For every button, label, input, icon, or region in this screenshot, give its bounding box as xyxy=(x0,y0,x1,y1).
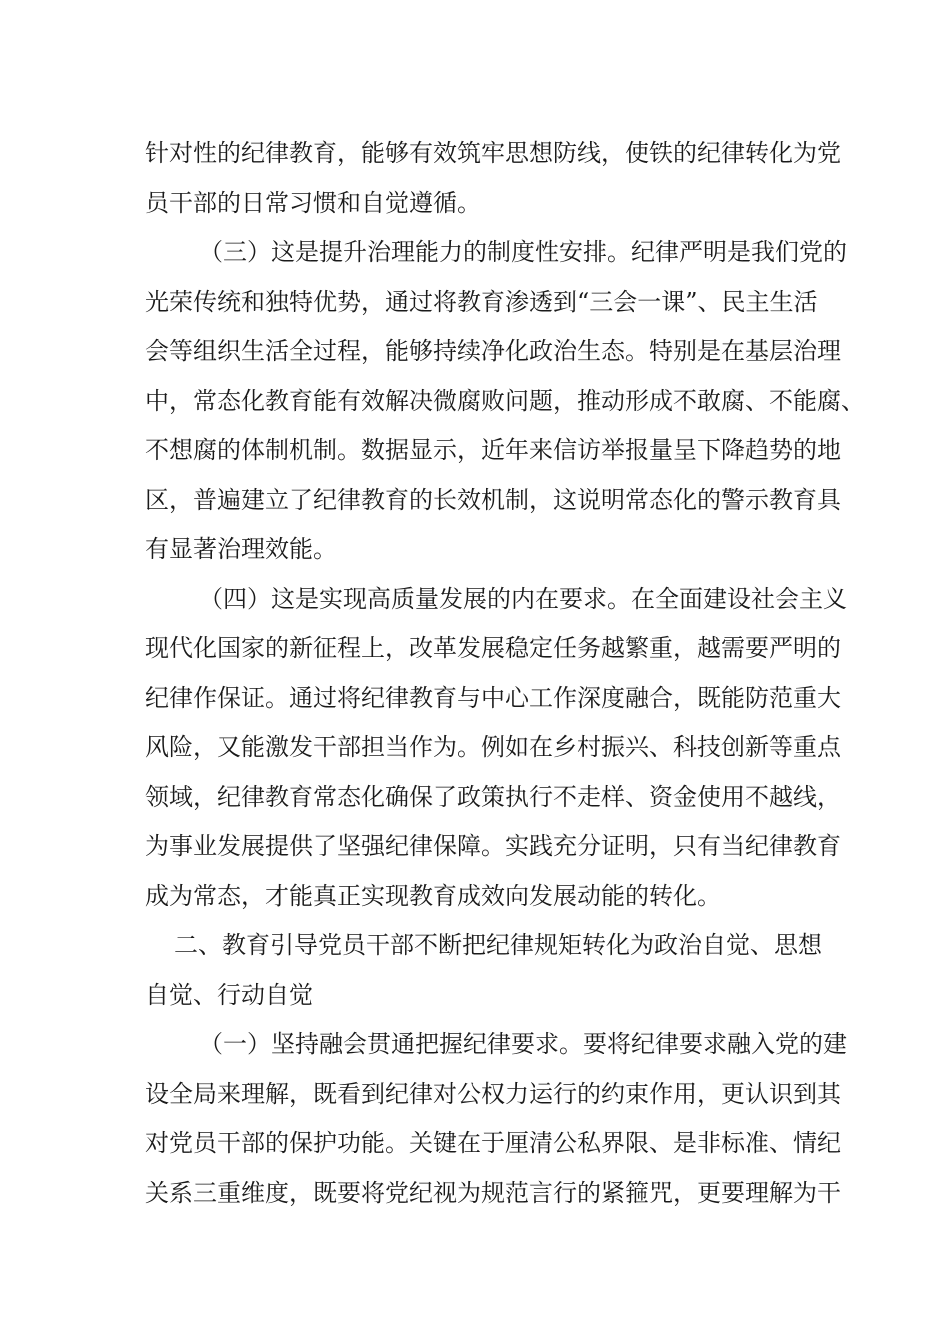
paragraph-line-7: 不想腐的体制机制。数据显示，近年来信访举报量呈下降趋势的地 xyxy=(145,436,841,464)
paragraph-line-1: 针对性的纪律教育，能够有效筑牢思想防线，使铁的纪律转化为党 xyxy=(145,139,841,167)
chapter-2-heading-line-cont: 自觉、行动自觉 xyxy=(145,981,313,1009)
paragraph-line-16: 成为常态，才能真正实现教育成效向发展动能的转化。 xyxy=(145,882,721,910)
subsection-1-heading-line: （一）坚持融会贯通把握纪律要求。要将纪律要求融入党的建 xyxy=(199,1030,847,1058)
paragraph-line-13: 风险，又能激发干部担当作为。例如在乡村振兴、科技创新等重点 xyxy=(145,733,841,761)
paragraph-line-5: 会等组织生活全过程，能够持续净化政治生态。特别是在基层治理 xyxy=(145,337,841,365)
paragraph-line-12: 纪律作保证。通过将纪律教育与中心工作深度融合，既能防范重大 xyxy=(145,684,841,712)
paragraph-line-15: 为事业发展提供了坚强纪律保障。实践充分证明，只有当纪律教育 xyxy=(145,832,841,860)
paragraph-line-20: 设全局来理解，既看到纪律对公权力运行的约束作用，更认识到其 xyxy=(145,1080,841,1108)
section-3-heading-line: （三）这是提升治理能力的制度性安排。纪律严明是我们党的 xyxy=(199,238,847,266)
paragraph-line-9: 有显著治理效能。 xyxy=(145,535,337,563)
chapter-2-heading-line: 二、教育引导党员干部不断把纪律规矩转化为政治自觉、思想 xyxy=(174,931,822,959)
paragraph-line-11: 现代化国家的新征程上，改革发展稳定任务越繁重，越需要严明的 xyxy=(145,634,841,662)
paragraph-line-14: 领域，纪律教育常态化确保了政策执行不走样、资金使用不越线， xyxy=(145,783,841,811)
paragraph-line-6: 中，常态化教育能有效解决微腐败问题，推动形成不敢腐、不能腐、 xyxy=(145,387,865,415)
paragraph-line-2: 员干部的日常习惯和自觉遵循。 xyxy=(145,189,481,217)
paragraph-line-4: 光荣传统和独特优势，通过将教育渗透到“三会一课”、民主生活 xyxy=(145,288,818,316)
section-4-heading-line: （四）这是实现高质量发展的内在要求。在全面建设社会主义 xyxy=(199,585,847,613)
paragraph-line-21: 对党员干部的保护功能。关键在于厘清公私界限、是非标准、情纪 xyxy=(145,1129,841,1157)
paragraph-line-8: 区，普遍建立了纪律教育的长效机制，这说明常态化的警示教育具 xyxy=(145,486,841,514)
paragraph-line-22: 关系三重维度，既要将党纪视为规范言行的紧箍咒，更要理解为干 xyxy=(145,1179,841,1207)
